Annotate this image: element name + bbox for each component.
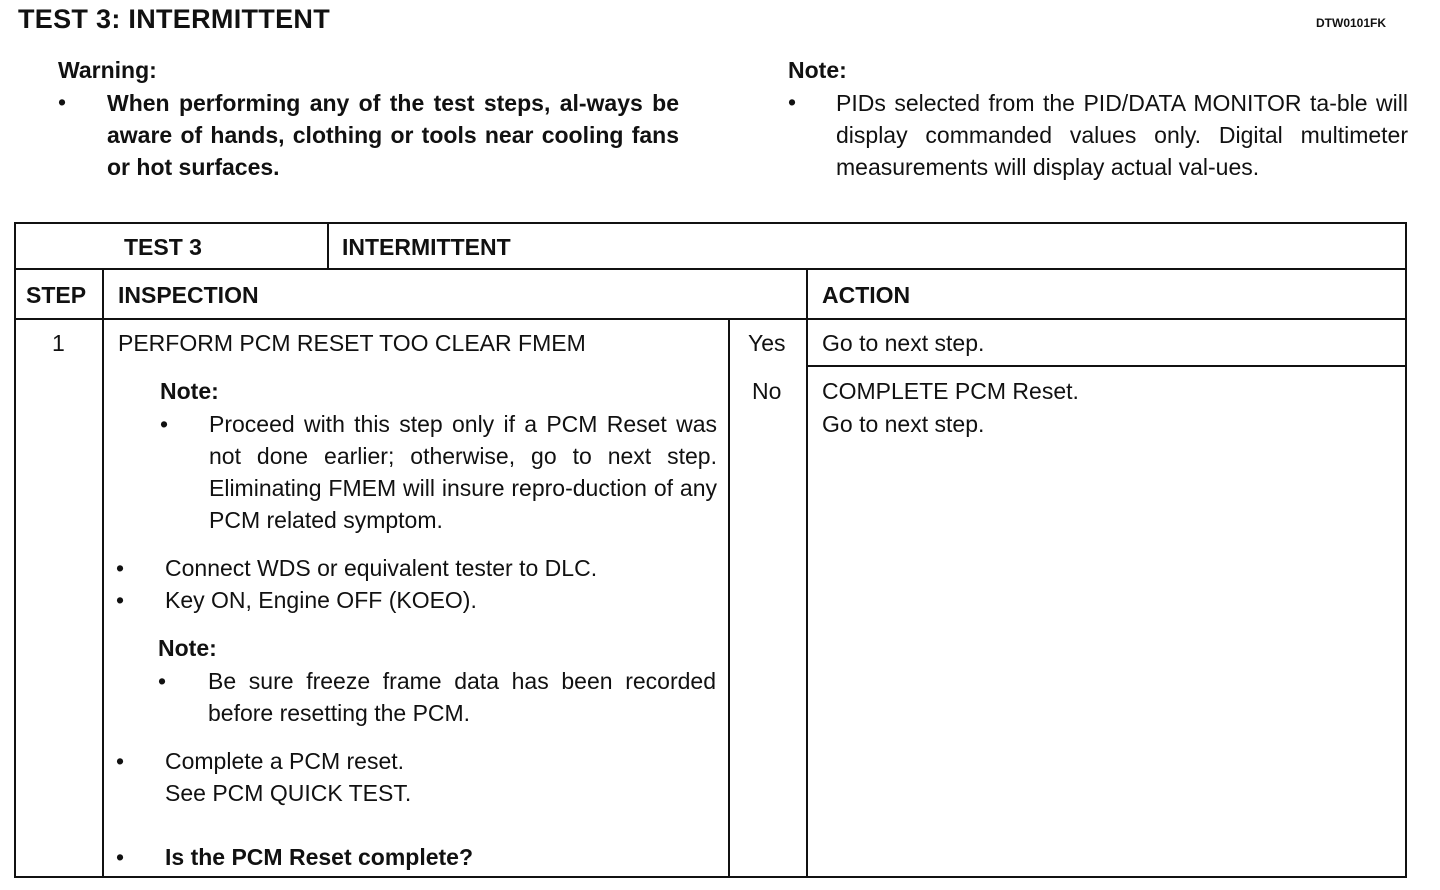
- header-step: STEP: [26, 282, 87, 308]
- table-rule: [327, 222, 329, 269]
- warning-heading: Warning:: [58, 57, 157, 83]
- table-rule: [14, 318, 1407, 320]
- inspection-bullet-text: Key ON, Engine OFF (KOEO).: [165, 587, 477, 613]
- answer-yes: Yes: [748, 330, 786, 356]
- table-rule: [806, 268, 808, 878]
- table-rule: [14, 268, 1407, 270]
- action-yes: Go to next step.: [822, 330, 985, 356]
- inspection-note-heading: Note:: [160, 378, 219, 404]
- inspection-bullet: •: [116, 587, 125, 613]
- inspection-note-text: Proceed with this step only if a PCM Reset was not done earlier; otherwise, go to next step. Eliminating FMEM will insure repro-duction of any PCM related symptom.: [209, 411, 717, 533]
- table-rule: [102, 268, 104, 878]
- inspection-note2-heading: Note:: [158, 635, 217, 661]
- warning-text: When performing any of the test steps, al-ways be aware of hands, clothing or tools near cooling fans or hot surfaces.: [107, 90, 679, 180]
- step-title: PERFORM PCM RESET TOO CLEAR FMEM: [118, 330, 586, 356]
- note-text: PIDs selected from the PID/DATA MONITOR ta-ble will display commanded values only. Digital multimeter measurements will display actual val-ues.: [836, 90, 1408, 180]
- step-number: 1: [52, 330, 65, 356]
- inspection-question-bullet: •: [116, 844, 125, 870]
- header-inspection: INSPECTION: [118, 282, 259, 308]
- table-test-label: TEST 3: [124, 234, 202, 260]
- inspection-bullet-text: Connect WDS or equivalent tester to DLC.: [165, 555, 598, 581]
- note-heading: Note:: [788, 57, 847, 83]
- inspection-question: Is the PCM Reset complete?: [165, 844, 474, 870]
- table-rule: [728, 318, 730, 878]
- inspection-note2-text: Be sure freeze frame data has been recorded before resetting the PCM.: [208, 668, 716, 726]
- inspection-note2-bullet: •: [158, 668, 167, 694]
- document-code: DTW0101FK: [1316, 16, 1387, 30]
- table-test-name: INTERMITTENT: [342, 234, 511, 260]
- answer-no: No: [752, 378, 782, 404]
- page-title: TEST 3: INTERMITTENT: [18, 4, 330, 34]
- inspection-bullet: •: [116, 555, 125, 581]
- action-no-line: COMPLETE PCM Reset.: [822, 378, 1079, 404]
- inspection-bullet-text: See PCM QUICK TEST.: [165, 780, 412, 806]
- action-no-line: Go to next step.: [822, 411, 985, 437]
- note-bullet: •: [788, 89, 797, 115]
- inspection-note-bullet: •: [160, 411, 169, 437]
- header-action: ACTION: [822, 282, 911, 308]
- warning-bullet: •: [58, 89, 67, 115]
- table-rule: [806, 365, 1407, 367]
- inspection-bullet: •: [116, 748, 125, 774]
- inspection-bullet-text: Complete a PCM reset.: [165, 748, 405, 774]
